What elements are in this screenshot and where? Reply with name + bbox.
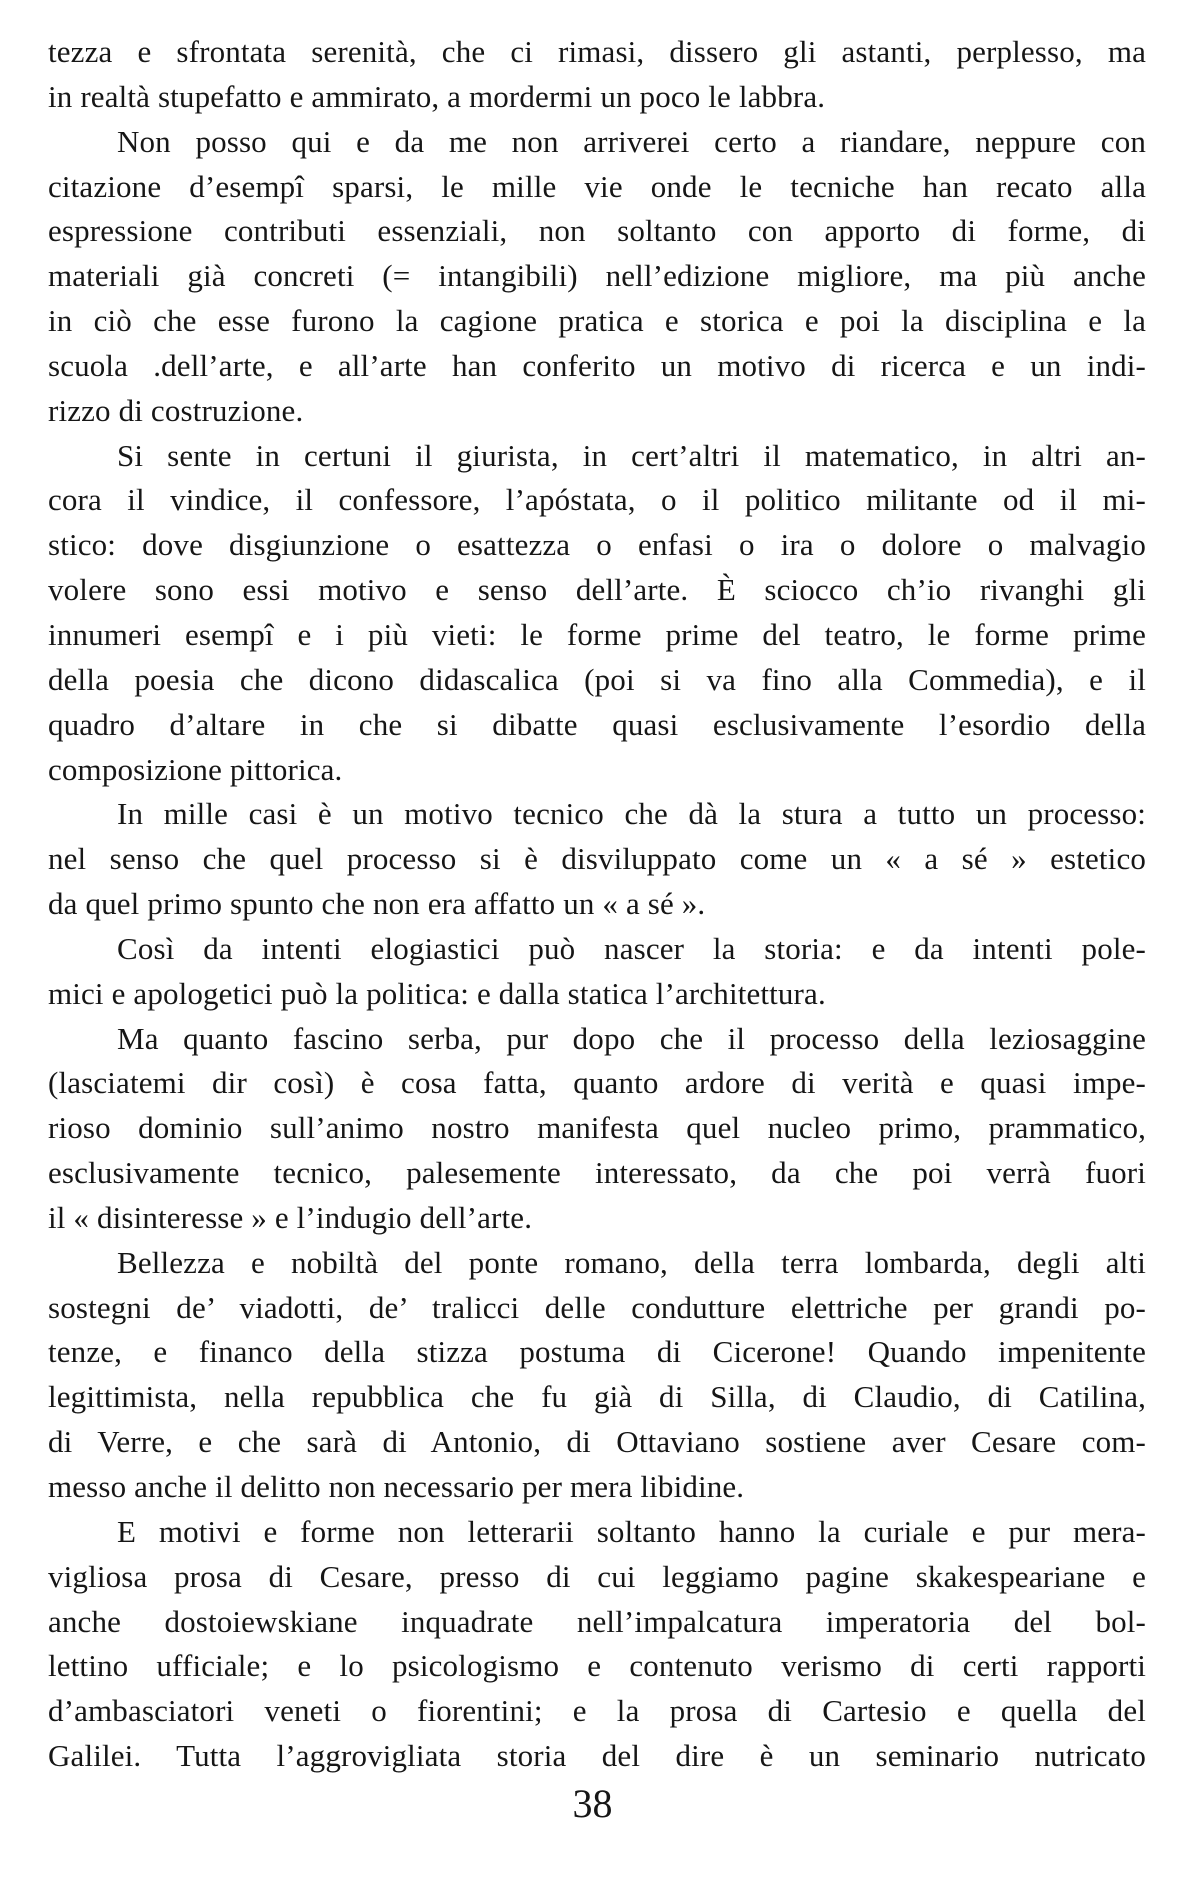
- text-line: di Verre, e che sarà di Antonio, di Ottaviano sostiene aver Cesare com-: [48, 1424, 1146, 1460]
- text-line: Non posso qui e da me non arriverei certo a riandare, neppure con: [117, 123, 1146, 159]
- text-line: in ciò che esse furono la cagione pratica e storica e poi la disciplina e la: [48, 303, 1146, 339]
- text-line: composizione pittorica.: [48, 751, 343, 787]
- text-line: vigliosa prosa di Cesare, presso di cui leggiamo pagine skakespeariane e: [48, 1558, 1146, 1594]
- text-line: Bellezza e nobiltà del ponte romano, della terra lombarda, degli alti: [117, 1244, 1146, 1280]
- body-text: [48, 30, 1146, 1779]
- text-line: rioso dominio sull’animo nostro manifesta quel nucleo primo, prammatico,: [48, 1110, 1146, 1146]
- text-line: Ma quanto fascino serba, pur dopo che il processo della leziosaggine: [117, 1020, 1146, 1056]
- text-line: in realtà stupefatto e ammirato, a mordermi un poco le labbra.: [48, 78, 826, 114]
- text-line: innumeri esempî e i più vieti: le forme prime del teatro, le forme prime: [48, 616, 1146, 652]
- text-line: il « disinteresse » e l’indugio dell’arte.: [48, 1199, 533, 1235]
- text-line: tezza e sfrontata serenità, che ci rimasi, dissero gli astanti, perplesso, ma: [48, 34, 1146, 69]
- text-line: legittimista, nella repubblica che fu già di Silla, di Claudio, di Catilina,: [48, 1379, 1146, 1415]
- text-line: In mille casi è un motivo tecnico che dà la stura a tutto un processo:: [117, 796, 1146, 832]
- text-line: mici e apologetici può la politica: e dalla statica l’architettura.: [48, 975, 826, 1011]
- text-line: citazione d’esempî sparsi, le mille vie onde le tecniche han recato alla: [48, 168, 1146, 204]
- text-line: anche dostoiewskiane inquadrate nell’impalcatura imperatoria del bol-: [48, 1603, 1146, 1639]
- page-number: 38: [572, 1781, 613, 1826]
- text-line: (lasciatemi dir così) è cosa fatta, quanto ardore di verità e quasi impe-: [48, 1065, 1146, 1101]
- text-line: E motivi e forme non letterarii soltanto hanno la curiale e pur mera-: [117, 1513, 1146, 1549]
- text-line: stico: dove disgiunzione o esattezza o enfasi o ira o dolore o malvagio: [48, 527, 1146, 563]
- text-line: Così da intenti elogiastici può nascer la storia: e da intenti pole-: [117, 930, 1146, 966]
- text-line: da quel primo spunto che non era affatto un « a sé ».: [48, 886, 706, 922]
- text-line: cora il vindice, il confessore, l’apóstata, o il politico militante od il mi-: [48, 482, 1146, 518]
- text-line: materiali già concreti (= intangibili) nell’edizione migliore, ma più anche: [48, 258, 1146, 294]
- text-line: esclusivamente tecnico, palesemente interessato, da che poi verrà fuori: [48, 1155, 1146, 1191]
- text-line: della poesia che dicono didascalica (poi si va fino alla Commedia), e il: [48, 661, 1146, 697]
- text-line: d’ambasciatori veneti o fiorentini; e la prosa di Cartesio e quella del: [48, 1693, 1146, 1729]
- text-line: espressione contributi essenziali, non soltanto con apporto di forme, di: [48, 213, 1146, 249]
- text-line: messo anche il delitto non necessario per mera libidine.: [48, 1469, 745, 1504]
- text-line: tenze, e financo della stizza postuma di Cicerone! Quando impenitente: [48, 1334, 1146, 1370]
- text-line: lettino ufficiale; e lo psicologismo e contenuto verismo di certi rapporti: [48, 1648, 1146, 1684]
- text-line: scuola .dell’arte, e all’arte han conferito un motivo di ricerca e un indi-: [48, 347, 1146, 383]
- text-line: volere sono essi motivo e senso dell’arte. È sciocco ch’io rivanghi gli: [48, 572, 1146, 608]
- text-line: rizzo di costruzione.: [48, 392, 304, 428]
- text-line: quadro d’altare in che si dibatte quasi esclusivamente l’esordio della: [48, 706, 1146, 742]
- text-line: nel senso che quel processo si è disviluppato come un « a sé » estetico: [48, 841, 1146, 877]
- text-line: Galilei. Tutta l’aggrovigliata storia del dire è un seminario nutricato: [48, 1738, 1146, 1774]
- text-line: sostegni de’ viadotti, de’ tralicci delle condutture elettriche per grandi po-: [48, 1289, 1146, 1325]
- text-line: Si sente in certuni il giurista, in cert’altri il matematico, in altri an-: [117, 437, 1146, 473]
